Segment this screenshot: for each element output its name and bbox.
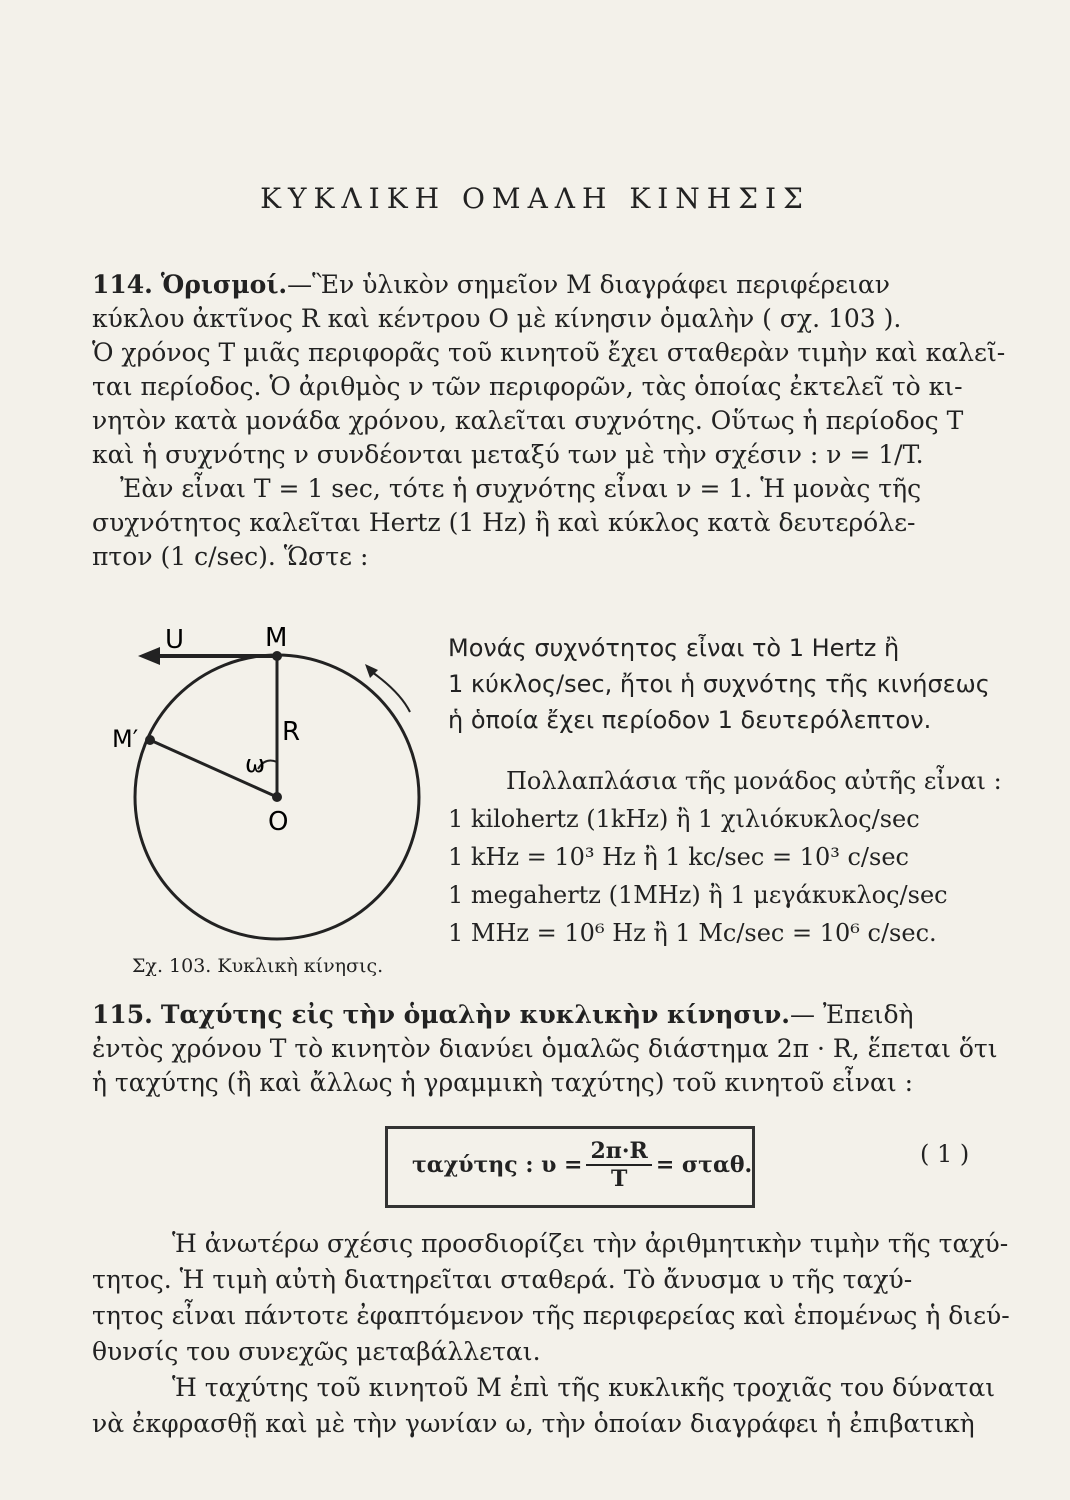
- text-line: ται περίοδος. Ὁ ἀριθμὸς ν τῶν περιφορῶν, τὰς ὁποίας ἐκτελεῖ τὸ κι-: [92, 372, 963, 401]
- text-line: πτον (1 c/sec). Ὥστε :: [92, 542, 369, 571]
- section-115: [92, 998, 1012, 1100]
- text-line: Ἐὰν εἶναι T = 1 sec, τότε ἡ συχνότης εἶναι ν = 1. Ἡ μονὰς τῆς: [120, 474, 922, 503]
- multiple-line: 1 megahertz (1MHz) ἢ 1 μεγάκυκλος/sec: [448, 881, 948, 909]
- circular-motion-figure: [110, 612, 430, 952]
- point-m-prime: [145, 735, 155, 745]
- text-line: Ὁ χρόνος T μιᾶς περιφορᾶς τοῦ κινητοῦ ἔχει σταθερὰν τιμὴν καὶ καλεῖ-: [92, 338, 1006, 367]
- text-line: κύκλου ἀκτῖνος R καὶ κέντρου Ο μὲ κίνησιν ὁμαλὴν ( σχ. 103 ).: [92, 304, 902, 333]
- section-114-first-line: [92, 268, 1012, 302]
- velocity-formula: [412, 1138, 752, 1192]
- section-115-first-line: [92, 998, 1012, 1032]
- section-number: 114.: [92, 270, 153, 299]
- text-line: Ἡ ἀνωτέρω σχέσις προσδιορίζει τὴν ἀριθμητικὴν τιμὴν τῆς ταχύ-: [172, 1229, 1009, 1258]
- unit-definition: [448, 630, 1018, 738]
- multiples-heading: Πολλαπλάσια τῆς μονάδος αὐτῆς εἶναι :: [506, 767, 1002, 795]
- text-line: θυνσίς του συνεχῶς μεταβάλλεται.: [92, 1337, 541, 1366]
- text-line: τητος εἶναι πάντοτε ἐφαπτόμενον τῆς περιφερείας καὶ ἑπομένως ἡ διεύ-: [92, 1301, 1010, 1330]
- text-line: ἐντὸς χρόνου T τὸ κινητὸν διανύει ὁμαλῶς διάστημα 2π · R, ἕπεται ὅτι: [92, 1034, 998, 1063]
- formula-denominator: T: [610, 1166, 628, 1192]
- text-line: Ἡ ταχύτης τοῦ κινητοῦ Μ ἐπὶ τῆς κυκλικῆς τροχιᾶς του δύναται: [172, 1373, 995, 1402]
- formula-numerator: 2π·R: [586, 1138, 651, 1166]
- text-line: —Ἓν ὑλικὸν σημεῖον Μ διαγράφει περιφέρειαν: [287, 270, 890, 299]
- section-heading: Ταχύτης εἰς τὴν ὁμαλὴν κυκλικὴν κίνησιν.: [160, 1000, 790, 1029]
- text-line: 1 κύκλος/sec, ἤτοι ἡ συχνότης τῆς κινήσεως: [448, 670, 990, 698]
- multiple-line: 1 kHz = 10³ Hz ἢ 1 kc/sec = 10³ c/sec: [448, 843, 909, 871]
- point-o: [272, 792, 282, 802]
- velocity-arrowhead: [138, 647, 160, 665]
- label-omega: ω: [245, 750, 266, 778]
- text-line: ἡ ὁποία ἔχει περίοδον 1 δευτερόλεπτον.: [448, 706, 932, 734]
- text-line: Μονάς συχνότητος εἶναι τὸ 1 Hertz ἢ: [448, 634, 900, 662]
- label-m-prime: M′: [112, 725, 139, 753]
- section-number: 115.: [92, 1000, 153, 1029]
- equation-number: ( 1 ): [920, 1140, 970, 1168]
- chapter-title: ΚΥΚΛΙΚΗ ΟΜΑΛΗ ΚΙΝΗΣΙΣ: [260, 182, 810, 215]
- label-m: M: [265, 623, 288, 653]
- section-heading: Ὁρισμοί.: [160, 270, 288, 299]
- text-line: νητὸν κατὰ μονάδα χρόνου, καλεῖται συχνότης. Οὕτως ἡ περίοδος T: [92, 406, 964, 435]
- text-line: καὶ ἡ συχνότης ν συνδέονται μεταξύ των μὲ τὴν σχέσιν : ν = 1/T.: [92, 440, 924, 469]
- multiple-line: 1 MHz = 10⁶ Hz ἢ 1 Mc/sec = 10⁶ c/sec.: [448, 919, 937, 947]
- label-u: U: [165, 625, 185, 655]
- label-o: O: [268, 807, 289, 837]
- figure-caption: Σχ. 103. Κυκλικὴ κίνησις.: [132, 955, 384, 977]
- text-line: νὰ ἐκφρασθῇ καὶ μὲ τὴν γωνίαν ω, τὴν ὁποίαν διαγράφει ἡ ἐπιβατικὴ: [92, 1409, 975, 1438]
- closing-text: [92, 1226, 1012, 1442]
- section-114: [92, 268, 1012, 574]
- multiples-block: [448, 762, 1018, 952]
- multiple-line: 1 kilohertz (1kHz) ἢ 1 χιλιόκυκλος/sec: [448, 805, 920, 833]
- text-line: ἡ ταχύτης (ἢ καὶ ἄλλως ἡ γραμμικὴ ταχύτης) τοῦ κινητοῦ εἶναι :: [92, 1068, 914, 1097]
- formula-rhs: = σταθ.: [655, 1152, 753, 1178]
- rotation-arrow: [372, 672, 410, 712]
- text-line: — Ἐπειδὴ: [789, 1000, 914, 1029]
- formula-lhs: ταχύτης : υ =: [412, 1152, 583, 1178]
- text-line: συχνότητος καλεῖται Hertz (1 Hz) ἢ καὶ κύκλος κατὰ δευτερόλε-: [92, 508, 916, 537]
- label-r: R: [282, 717, 301, 747]
- text-line: τητος. Ἡ τιμὴ αὐτὴ διατηρεῖται σταθερά. Τὸ ἄνυσμα υ τῆς ταχύ-: [92, 1265, 913, 1294]
- formula-fraction: [586, 1138, 651, 1192]
